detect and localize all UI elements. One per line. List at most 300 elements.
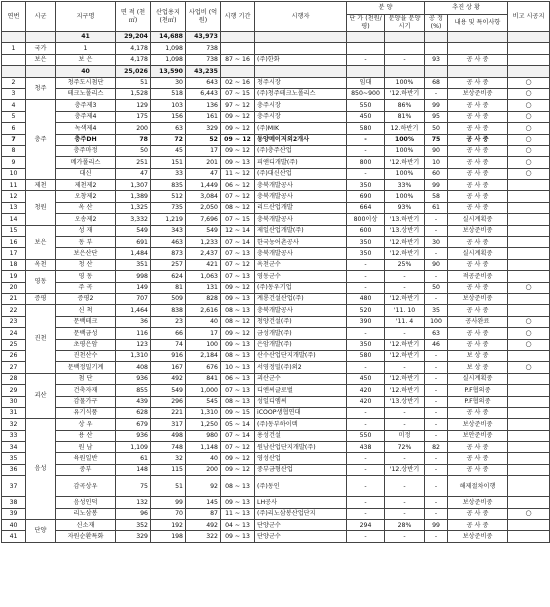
operator-name: 영동군수 (255, 271, 347, 282)
cost-value: 52 (186, 134, 221, 145)
cost-value: 131 (186, 282, 221, 293)
progress-pct: - (425, 430, 448, 441)
area-value: 47 (116, 168, 151, 179)
progress-content: 공 사 중 (448, 328, 508, 339)
district-name: 음성인덕 (56, 497, 116, 508)
row-number: 16 (2, 237, 26, 248)
header-content: 내용 및 특이사항 (448, 15, 508, 32)
period-value: 07 ~ 15 (221, 88, 255, 99)
unit-price: - (347, 134, 385, 145)
district-name: 성 재 (56, 225, 116, 236)
industrial-value: 735 (151, 202, 186, 213)
operator-name: 충북개발공사 (255, 180, 347, 191)
progress-content: 보상준비중 (448, 88, 508, 99)
industrial-value: 1,098 (151, 54, 186, 65)
operator-name: 청주시장 (255, 77, 347, 88)
operator-name: LH공사 (255, 497, 347, 508)
progress-pct: - (425, 373, 448, 384)
area-value: 36 (116, 316, 151, 327)
cost-value: 841 (186, 373, 221, 384)
cost-value: 492 (186, 520, 221, 531)
progress-pct: - (425, 464, 448, 475)
unit-price: - (347, 328, 385, 339)
progress-content: 공 사 중 (448, 282, 508, 293)
city-name: 제천 (26, 180, 56, 191)
row-number: 9 (2, 157, 26, 168)
area-value: 1,528 (116, 88, 151, 99)
sale-rate: - (385, 54, 425, 65)
industrial-value: 103 (151, 100, 186, 111)
area-value: 1,109 (116, 442, 151, 453)
cost-value: 322 (186, 531, 221, 542)
industrial-value: 1,219 (151, 214, 186, 225)
progress-content: 실시계획중 (448, 248, 508, 259)
district-name: 동 부 (56, 237, 116, 248)
area-value: 936 (116, 430, 151, 441)
city-name: 청주 (26, 77, 56, 100)
progress-pct: - (425, 293, 448, 304)
sale-rate: 12.하반기 (385, 123, 425, 134)
table-row (2, 180, 550, 191)
progress-content: 공 사 중 (448, 111, 508, 122)
note-mark (508, 464, 550, 475)
sale-rate: '12.하반기 (385, 248, 425, 259)
period-value: 97 ~ 12 (221, 100, 255, 111)
period-value: 10 ~ 13 (221, 362, 255, 373)
sale-rate: '11. 4 (385, 316, 425, 327)
table-row (2, 442, 550, 453)
industrial-value: 192 (151, 520, 186, 531)
cost-value: 201 (186, 157, 221, 168)
sale-rate: - (385, 362, 425, 373)
industrial-value: 509 (151, 293, 186, 304)
district-name: 원 남 (56, 442, 116, 453)
row-number: 13 (2, 202, 26, 213)
area-value: 132 (116, 497, 151, 508)
district-name: 충주DH (56, 134, 116, 145)
operator-name: 제일산업개발(주) (255, 225, 347, 236)
progress-content: 공 사 중 (448, 339, 508, 350)
period-value: 09 ~ 12 (221, 328, 255, 339)
progress-content: 보 상 중 (448, 362, 508, 373)
table-row (2, 43, 550, 54)
period-value (221, 66, 255, 77)
unit-price: 850~900 (347, 88, 385, 99)
sale-rate: '12.하반기 (385, 293, 425, 304)
progress-content: 공사완료 (448, 316, 508, 327)
industrial-value: 624 (151, 271, 186, 282)
sale-rate: - (385, 453, 425, 464)
progress-pct: - (425, 248, 448, 259)
note-mark (508, 497, 550, 508)
header-period: 시행 기간 (221, 2, 255, 32)
area-value: 351 (116, 259, 151, 270)
period-value: 09 ~ 13 (221, 293, 255, 304)
sale-rate: - (385, 531, 425, 542)
industrial-value: 916 (151, 350, 186, 361)
city-name: 옥천 (26, 259, 56, 270)
operator-name: 영성산업 (255, 453, 347, 464)
progress-content: 공 사 중 (448, 180, 508, 191)
cost-value: 92 (186, 476, 221, 497)
sale-rate: - (385, 282, 425, 293)
industrial-value: 838 (151, 305, 186, 316)
area-value: 75 (116, 476, 151, 497)
progress-pct: - (425, 497, 448, 508)
header-industrial: 산업용지 (천㎡) (151, 2, 186, 32)
row-number: 22 (2, 305, 26, 316)
industrial-value: 512 (151, 191, 186, 202)
progress-content: 공 사 중 (448, 464, 508, 475)
operator-name: 디엔씨글로벌 (255, 385, 347, 396)
unit-price: 664 (347, 202, 385, 213)
sale-rate: 93% (385, 202, 425, 213)
industrial-value: 492 (151, 373, 186, 384)
row-number: 1 (2, 43, 26, 54)
industrial-value: 74 (151, 339, 186, 350)
period-value: 09 ~ 12 (221, 111, 255, 122)
progress-content: 보상준비중 (448, 419, 508, 430)
cost-value: 2,050 (186, 202, 221, 213)
industrial-value: 167 (151, 362, 186, 373)
row-number (2, 32, 26, 43)
progress-pct: 60 (425, 168, 448, 179)
row-number: 37 (2, 476, 26, 497)
operator-name: (주)동우기업 (255, 282, 347, 293)
row-number: 21 (2, 293, 26, 304)
period-value: 09 ~ 12 (221, 123, 255, 134)
row-number: 20 (2, 282, 26, 293)
district-name: 보은산단 (56, 248, 116, 259)
header-sale-rate: 분양율 분양시기 (385, 15, 425, 32)
table-row (2, 508, 550, 519)
city-name: 진천 (26, 305, 56, 373)
cost-value: 17 (186, 145, 221, 156)
district-name: 오창제2 (56, 191, 116, 202)
area-value: 50 (116, 145, 151, 156)
note-mark (508, 225, 550, 236)
operator-name: (주)충주산업 (255, 145, 347, 156)
unit-price: - (347, 531, 385, 542)
note-mark (508, 442, 550, 453)
district-name: 유기식품 (56, 407, 116, 418)
progress-pct: 75 (425, 134, 448, 145)
period-value: 09 ~ 12 (221, 145, 255, 156)
operator-name: (주)리노삼봉산업단지 (255, 508, 347, 519)
period-value: 12 ~ 14 (221, 225, 255, 236)
header-unit-price: 단 가 (천원/평) (347, 15, 385, 32)
area-value: 4,178 (116, 43, 151, 54)
table-row (2, 237, 550, 248)
note-mark: ○ (508, 111, 550, 122)
progress-pct: 50 (425, 282, 448, 293)
row-number: 28 (2, 373, 26, 384)
district-name: 옥 산 (56, 202, 116, 213)
table-row (2, 168, 550, 179)
note-mark: ○ (508, 134, 550, 145)
city-name: 충주 (26, 100, 56, 180)
industrial-value: 343 (151, 225, 186, 236)
industrial-value: 498 (151, 430, 186, 441)
cost-value: 1,000 (186, 385, 221, 396)
table-row (2, 157, 550, 168)
cost-value: 643 (186, 77, 221, 88)
period-value: 08 ~ 13 (221, 350, 255, 361)
note-mark: ○ (508, 282, 550, 293)
operator-name: 단양군수 (255, 520, 347, 531)
district-name: 첨 단 (56, 373, 116, 384)
sale-rate: 86% (385, 100, 425, 111)
header-sale: 분 양 (347, 2, 425, 15)
operator-name: 산수산업단지개발(주) (255, 350, 347, 361)
period-value: 07 ~ 12 (221, 191, 255, 202)
sale-rate: '12.하반기 (385, 385, 425, 396)
area-value: 707 (116, 293, 151, 304)
operator-name: 충주시장 (255, 111, 347, 122)
row-number: 35 (2, 453, 26, 464)
progress-content: 공 사 중 (448, 202, 508, 213)
area-value: 51 (116, 77, 151, 88)
progress-pct: - (425, 362, 448, 373)
sale-rate: - (385, 328, 425, 339)
progress-pct: 99 (425, 100, 448, 111)
sale-rate: - (385, 271, 425, 282)
sale-rate: 100% (385, 134, 425, 145)
industrial-value: 257 (151, 259, 186, 270)
row-number: 26 (2, 350, 26, 361)
period-value: 09 ~ 12 (221, 134, 255, 145)
district-name: 41 (56, 32, 116, 43)
district-name: 영 동 (56, 271, 116, 282)
header-note: 비고 시공지 (508, 2, 550, 32)
sale-rate: - (385, 407, 425, 418)
progress-pct: - (425, 419, 448, 430)
table-row (2, 248, 550, 259)
district-name: 증평2 (56, 293, 116, 304)
district-name: 진천산수 (56, 350, 116, 361)
area-value: 3,332 (116, 214, 151, 225)
row-number: 2 (2, 77, 26, 88)
cost-value: 421 (186, 259, 221, 270)
district-name: 보 은 (56, 54, 116, 65)
district-name: 용 산 (56, 430, 116, 441)
cost-value: 3,084 (186, 191, 221, 202)
note-mark (508, 54, 550, 65)
table-row (2, 271, 550, 282)
table-row (2, 430, 550, 441)
progress-content: 보상준비중 (448, 225, 508, 236)
city-name: 청원 (26, 191, 56, 225)
sale-rate: - (385, 497, 425, 508)
note-mark (508, 66, 550, 77)
cost-value: 17 (186, 328, 221, 339)
unit-price: - (347, 54, 385, 65)
header-area: 면 적 (천㎡) (116, 2, 151, 32)
row-number: 12 (2, 191, 26, 202)
district-name: 육원일반 (56, 453, 116, 464)
unit-price: 550 (347, 430, 385, 441)
unit-price (347, 43, 385, 54)
cost-value: 1,148 (186, 442, 221, 453)
progress-pct: 95 (425, 111, 448, 122)
period-value: 07 ~ 12 (221, 442, 255, 453)
district-name: 충주마정 (56, 145, 116, 156)
city-name: 괴산 (26, 373, 56, 419)
progress-pct: 35 (425, 305, 448, 316)
area-value: 439 (116, 396, 151, 407)
cost-value: 7,696 (186, 214, 221, 225)
unit-price: - (347, 271, 385, 282)
note-mark (508, 419, 550, 430)
table-row (2, 259, 550, 270)
note-mark (508, 293, 550, 304)
period-value: 08 ~ 12 (221, 202, 255, 213)
unit-price: 580 (347, 350, 385, 361)
progress-content: 공 사 중 (448, 259, 508, 270)
table-row (2, 339, 550, 350)
operator-name (255, 66, 347, 77)
operator-name: (주)대신산업 (255, 168, 347, 179)
row-number: 17 (2, 248, 26, 259)
period-value: 09 ~ 15 (221, 407, 255, 418)
progress-content: 보상준비중 (448, 497, 508, 508)
sale-rate (385, 32, 425, 43)
table-row (2, 464, 550, 475)
table-row (2, 350, 550, 361)
progress-content: 실시계획중 (448, 373, 508, 384)
progress-pct: 68 (425, 77, 448, 88)
operator-name: (주)MIK (255, 123, 347, 134)
progress-pct: - (425, 531, 448, 542)
district-name: 청주도시첨단 (56, 77, 116, 88)
sale-rate: 81% (385, 111, 425, 122)
operator-name (255, 32, 347, 43)
district-name: 녹색제4 (56, 123, 116, 134)
table-row (2, 191, 550, 202)
industrial-value: 63 (151, 123, 186, 134)
sale-rate: - (385, 476, 425, 497)
sale-rate: - (385, 419, 425, 430)
operator-name: 은암개발(주) (255, 339, 347, 350)
district-name: 감곡상우 (56, 476, 116, 497)
table-header (2, 2, 550, 32)
progress-pct: 50 (425, 123, 448, 134)
table-row (2, 293, 550, 304)
note-mark (508, 476, 550, 497)
subtotal-row (2, 32, 550, 43)
row-number: 5 (2, 111, 26, 122)
table-row (2, 396, 550, 407)
table-row (2, 225, 550, 236)
progress-content (448, 66, 508, 77)
progress-pct (425, 32, 448, 43)
area-value: 1,484 (116, 248, 151, 259)
area-value: 123 (116, 339, 151, 350)
unit-price: 480 (347, 293, 385, 304)
note-mark: ○ (508, 316, 550, 327)
progress-pct: 63 (425, 328, 448, 339)
note-mark: ○ (508, 339, 550, 350)
table-row (2, 407, 550, 418)
cost-value: 980 (186, 430, 221, 441)
industrial-value: 14,688 (151, 32, 186, 43)
city-name: 보은 (26, 54, 56, 65)
note-mark: ○ (508, 168, 550, 179)
row-number: 18 (2, 259, 26, 270)
note-mark (508, 32, 550, 43)
period-value: 07 ~ 15 (221, 214, 255, 225)
note-mark (508, 259, 550, 270)
unit-price: - (347, 168, 385, 179)
area-value: 129 (116, 100, 151, 111)
progress-content: 공 사 중 (448, 520, 508, 531)
period-value (221, 32, 255, 43)
area-value: 149 (116, 282, 151, 293)
progress-pct: 30 (425, 237, 448, 248)
row-number: 31 (2, 407, 26, 418)
progress-pct: 61 (425, 202, 448, 213)
district-name: 신 척 (56, 305, 116, 316)
unit-price: - (347, 464, 385, 475)
cost-value: 1,250 (186, 419, 221, 430)
cost-value: 545 (186, 396, 221, 407)
row-number: 3 (2, 88, 26, 99)
operator-name: 용성건설 (255, 430, 347, 441)
sale-rate: 100% (385, 145, 425, 156)
unit-price: 600 (347, 225, 385, 236)
note-mark (508, 180, 550, 191)
note-mark: ○ (508, 100, 550, 111)
progress-content: 공 사 중 (448, 134, 508, 145)
cost-value: 200 (186, 464, 221, 475)
progress-pct: 99 (425, 180, 448, 191)
table-row (2, 88, 550, 99)
row-number (2, 54, 26, 65)
industrial-value: 45 (151, 145, 186, 156)
operator-name: 충북개발공사 (255, 191, 347, 202)
sale-rate: 100% (385, 77, 425, 88)
progress-content (448, 43, 508, 54)
cost-value: 1,449 (186, 180, 221, 191)
city-name (26, 32, 56, 43)
period-value: 06 ~ 13 (221, 373, 255, 384)
unit-price: - (347, 362, 385, 373)
progress-content: 보상준비중 (448, 293, 508, 304)
district-name: 40 (56, 66, 116, 77)
row-number: 4 (2, 100, 26, 111)
unit-price: 550 (347, 100, 385, 111)
industrial-value: 198 (151, 531, 186, 542)
area-value: 1,307 (116, 180, 151, 191)
row-number: 7 (2, 134, 26, 145)
progress-pct: - (425, 396, 448, 407)
cost-value: 549 (186, 225, 221, 236)
area-value: 691 (116, 237, 151, 248)
operator-name: 충북개발공사 (255, 305, 347, 316)
district-name: 중부 (56, 464, 116, 475)
unit-price: 580 (347, 123, 385, 134)
cost-value: 43,973 (186, 32, 221, 43)
progress-pct: - (425, 476, 448, 497)
note-mark (508, 430, 550, 441)
district-name: 메가폴리스 (56, 157, 116, 168)
period-value: 08 ~ 13 (221, 476, 255, 497)
area-value: 549 (116, 225, 151, 236)
sale-rate: '12.하반기 (385, 88, 425, 99)
unit-price (347, 32, 385, 43)
note-mark (508, 396, 550, 407)
industrial-complex-table (1, 1, 550, 543)
